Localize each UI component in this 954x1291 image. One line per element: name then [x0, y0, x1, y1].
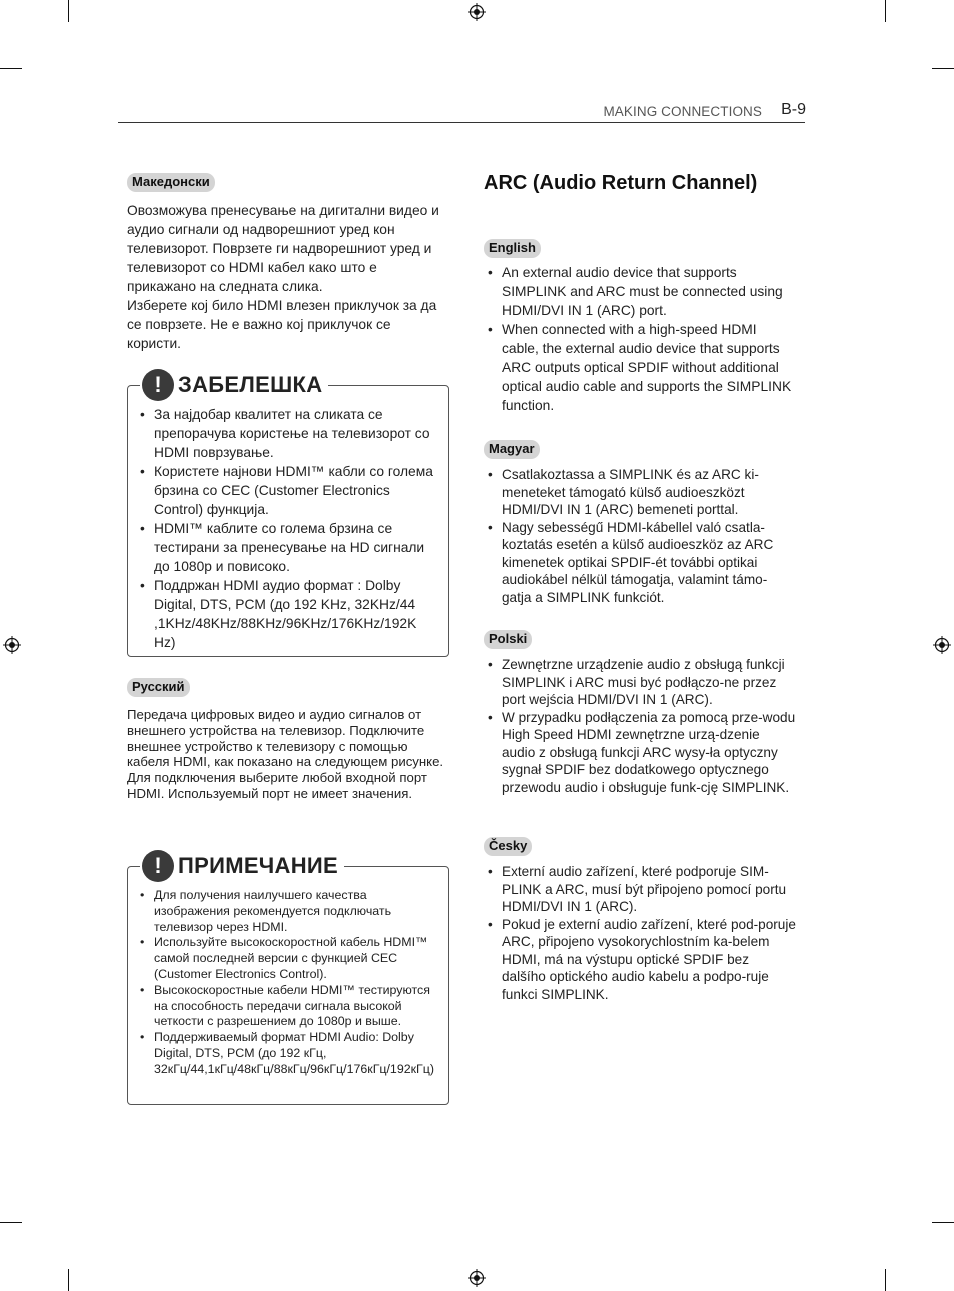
language-tag: English [484, 239, 541, 258]
language-tag: Česky [484, 837, 532, 856]
note-header [140, 369, 328, 401]
note-header [140, 850, 344, 882]
body-paragraph: Овозможува пренесување на дигитални видео и аудио сигнали од надворешниот уред кон телевизорот. Поврзете ги надворешниот уред и телевизорот со HDMI кабел како што е прикажано на следната слика. [127, 203, 439, 294]
bullet-list [484, 466, 796, 606]
registration-crosshair-icon [933, 636, 951, 654]
crop-mark [0, 1222, 22, 1223]
list-item: • Поддерживаемый формат HDMI Audio: Dolby Digital, DTS, PCM (до 192 кГц, 32кГц/44,1кГц/48кГц/88кГц/96кГц/176кГц/192кГц) [136, 1030, 436, 1077]
language-tag: Русский [127, 678, 190, 697]
list-item: • Используйте высокоскоростной кабель HDMI™ самой последней версии с функцией CEC (Customer Electronics Control). [136, 935, 436, 982]
crop-mark [0, 68, 22, 69]
language-tag: Македонски [127, 173, 215, 192]
section-title: MAKING CONNECTIONS [603, 104, 762, 119]
list-item: • Высокоскоростные кабели HDMI™ тестируются на способность передачи сигнала высокой четкости с разрешением до 1080p и выше. [136, 983, 436, 1030]
registration-crosshair-icon [468, 1269, 486, 1287]
list-item: • Externí audio zařízení, které podporuje SIM-PLINK a ARC, musí být připojeno pomocí portu HDMI/DVI IN 1 (ARC). [484, 863, 796, 916]
section-heading: ARC (Audio Return Channel) [484, 172, 758, 194]
note-title: ПРИМЕЧАНИЕ [178, 853, 339, 878]
list-item: • When connected with a high-speed HDMI cable, the external audio device that supports ARC outputs optical SPDIF without additional optical audio cable and supports the SIMPLINK function. [484, 320, 794, 415]
page-number: B-9 [781, 101, 806, 118]
language-tag: Magyar [484, 440, 540, 459]
macedonian-section [127, 172, 447, 353]
body-paragraph: Изберете кој било HDMI влезен приклучок за да се поврзете. Не е важно кој приклучок се користи. [127, 298, 437, 351]
bullet-list [484, 656, 796, 796]
bullet-list [484, 863, 796, 1003]
exclamation-icon: ! [142, 850, 174, 882]
magyar-section [484, 440, 796, 606]
english-section [484, 238, 794, 415]
crop-mark [68, 0, 69, 22]
crop-mark [932, 68, 954, 69]
list-item: • HDMI™ каблите со голема брзина се тестирани за пренесување на HD сигнали до 1080p и повисоко. [136, 519, 434, 576]
note-list [136, 405, 434, 652]
crop-mark [885, 0, 886, 22]
note-box [127, 853, 449, 1105]
list-item: • Csatlakoztassa a SIMPLINK és az ARC ki-meneteket támogató külső audioeszközt HDMI/DVI IN 1 (ARC) bemeneti porttal. [484, 466, 796, 519]
body-paragraph: Для подключения выберите любой входной порт HDMI. Используемый порт не имеет значения. [127, 770, 427, 801]
list-item: • Для получения наилучшего качества изображения рекомендуется подключать телевизор через HDMI. [136, 888, 436, 935]
header-divider [118, 122, 805, 123]
list-item: • Pokud je externí audio zařízení, které pod-poruje ARC, připojeno vysokorychlostním ka-belem HDMI, má na výstupu optické SPDIF bez dalšího optického audio kabelu a podpo-ruje funkci SIMPLINK. [484, 916, 796, 1004]
body-paragraph: Передача цифровых видео и аудио сигналов от внешнего устройства на телевизор. Подключите внешнее устройство к телевизору с помощью кабеля HDMI, как показано на следующем рисунке. [127, 707, 444, 770]
list-item: • За најдобар квалитет на сликата се препорачува користење на телевизорот со HDMI поврзување. [136, 405, 434, 462]
list-item: • Користете најнови HDMI™ кабли со голема брзина со CEC (Customer Electronics Control) функција. [136, 462, 434, 519]
list-item: • An external audio device that supports SIMPLINK and ARC must be connected using HDMI/DVI IN 1 (ARC) port. [484, 263, 794, 320]
crop-mark [885, 1269, 886, 1291]
language-tag: Polski [484, 630, 532, 649]
registration-crosshair-icon [468, 3, 486, 21]
note-list [136, 888, 436, 1078]
note-title: ЗАБЕЛЕШКА [178, 372, 323, 397]
bullet-list [484, 263, 794, 415]
crop-mark [68, 1269, 69, 1291]
crop-mark [932, 1222, 954, 1223]
cesky-section [484, 837, 796, 1003]
exclamation-icon: ! [142, 369, 174, 401]
list-item: • Поддржан HDMI аудио формат : Dolby Digital, DTS, PCM (до 192 KHz, 32KHz/44 ,1KHz/48KHz/88KHz/96KHz/176KHz/192K Hz) [136, 576, 434, 652]
list-item: • W przypadku podłączenia za pomocą prze-wodu High Speed HDMI zewnętrzne urzą-dzenie audio z obsługą funkcji ARC wysy-ła optyczny sygnał SPDIF bez dodatkowego optycznego przewodu audio i obsługuje funk-cję SIMPLINK. [484, 709, 796, 797]
polski-section [484, 630, 796, 796]
list-item: • Nagy sebességű HDMI-kábellel való csatla-koztatás esetén a külső audioeszköz az ARC kimenetek optikai SPDIF-ét további optikai audiokábel nélkül támogatja, valamint támo-gatja a SIMPLINK funkciót. [484, 519, 796, 607]
note-box [127, 372, 449, 657]
list-item: • Zewnętrzne urządzenie audio z obsługą funkcji SIMPLINK i ARC musi być podłączo-ne przez port wejścia HDMI/DVI IN 1 (ARC). [484, 656, 796, 709]
registration-crosshair-icon [3, 636, 21, 654]
russian-section [127, 678, 449, 802]
